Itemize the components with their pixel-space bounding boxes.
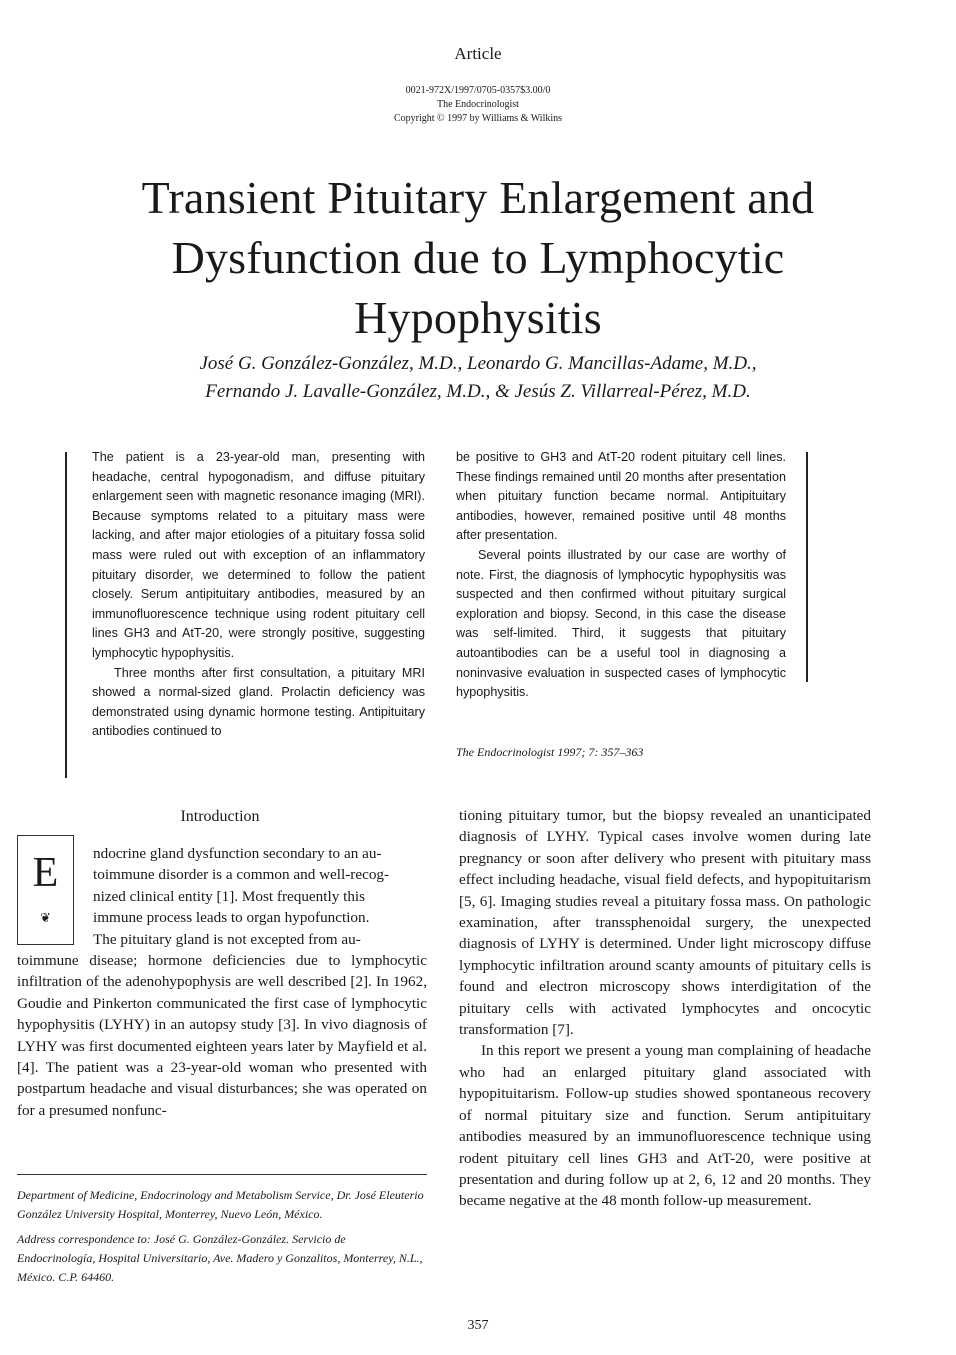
author-list [0, 350, 956, 406]
text-line: immune process leads to organ hypofunction. [93, 909, 370, 927]
dropcap-letter: E [32, 850, 59, 896]
author-line: Fernando J. Lavalle-González, M.D., & Jesús Z. Villarreal-Pérez, M.D. [205, 381, 751, 402]
abstract-right-column [456, 448, 786, 703]
title-line: Hypophysitis [354, 292, 602, 343]
journal-code: 0021-972X/1997/0705-0357$3.00/0 [405, 85, 551, 96]
correspondence-footnote: Address correspondence to: José G. González-González. Servicio de Endocrinología, Hospital Universitario, Ave. Madero y Gonzalitos, Monterrey, N.L., México. C.P. 64460. [17, 1232, 423, 1284]
abstract-paragraph: Three months after first consultation, a pituitary MRI showed a normal-sized gland. Prolactin deficiency was demonstrated using dynamic hormone testing. Antipituitary antibodies continued to [92, 665, 425, 739]
text-line: nized clinical entity [1]. Most frequently this [93, 887, 366, 905]
article-label: Article [454, 44, 502, 63]
page-number: 357 [467, 1318, 489, 1333]
author-line: José G. González-González, M.D., Leonardo G. Mancillas-Adame, M.D., [199, 353, 757, 374]
footnotes [17, 1186, 427, 1293]
journal-citation: The Endocrinologist 1997; 7: 357–363 [456, 745, 644, 759]
body-paragraph: In this report we present a young man complaining of headache who had an enlarged pituitary gland associated with hypopituitarism. Follow-up studies showed spontaneous recovery of normal pituitary size and function. Serum antipituitary antibodies measured by an immunofluorescence technique using rodent pituitary cell lines GH3 and AtT-20, were positive at presentation and during follow up at 2, 6, 12 and 20 months. They became negative at the 48 month follow-up measurement. [459, 1042, 871, 1210]
abstract-left-rule [65, 452, 67, 778]
abstract-left-column [92, 448, 425, 742]
intro-right-column [459, 805, 871, 1212]
abstract-paragraph: The patient is a 23-year-old man, presenting with headache, central hypogonadism, and diffuse pituitary enlargement seen with magnetic resonance imaging (MRI). Because symptoms related to a pituitary mass were lacking, and after major etiologies of a pituitary fossa solid mass were ruled out with exception of an inflammatory pituitary disorder, we determined to follow the patient closely. Serum antipituitary antibodies, measured by an immunofluorescence technique using rodent pituitary cell lines GH3 and AtT-20, were strongly positive, suggesting lymphocytic hypophysitis. [92, 450, 425, 660]
ornament-icon: ❦ [40, 910, 51, 925]
copyright-line: Copyright © 1997 by Williams & Wilkins [393, 113, 563, 124]
affiliation-footnote: Department of Medicine, Endocrinology and Metabolism Service, Dr. José Eleuterio González University Hospital, Monterrey, Nuevo León, México. [17, 1188, 424, 1221]
body-paragraph: toimmune disease; hormone deficiencies due to lymphocytic infiltration of the adenohypophysis are well described [2]. In 1962, Goudie and Pinkerton communicated the first case of lymphocytic hypophysitis (LYHY) in an autopsy study [3]. In vivo diagnosis of LYHY was first documented eighteen years later by Mayfield et al. [4]. The patient was a 23-year-old woman who presented with postpartum headache and visual disturbances; she was operated on for a presumed nonfunc- [17, 952, 427, 1119]
text-line: The pituitary gland is not excepted from au- [93, 930, 361, 948]
section-heading-introduction: Introduction [180, 808, 260, 825]
article-title [0, 168, 956, 348]
intro-left-body [17, 950, 427, 1121]
abstract-paragraph: be positive to GH3 and AtT-20 rodent pituitary cell lines. These findings remained until 20 months after presentation when pituitary function became normal. Antipituitary antibodies, however, remained positive until 48 months after presentation. [456, 450, 786, 543]
body-paragraph: tioning pituitary tumor, but the biopsy revealed an unanticipated diagnosis of LYHY. Typical cases involve women during late pregnancy or soon after delivery who present with pituitary mass effect including headache, visual field defects, and hypopituitarism [5, 6]. Imaging studies reveal a pituitary fossa mass. On pathologic examination, after transsphenoidal surgery, the unexpected diagnosis of LYHY is determined. Under light microscopy diffuse lymphocytic infiltration around scanty amounts of pituitary cells is found and electron microscopy shows interdigitation of the pituitary cells with activated lymphocytes and oncocytic transformation [7]. [459, 807, 871, 1039]
text-line: ndocrine gland dysfunction secondary to an au- [93, 845, 382, 862]
text-line: toimmune disorder is a common and well-recog- [93, 866, 390, 884]
abstract-paragraph: Several points illustrated by our case are worthy of note. First, the diagnosis of lymphocytic hypophysitis was suspected and then confirmed without pituitary surgical exploration and biopsy. Second, in this case the disease was self-limited. Third, it suggests that pituitary autoantibodies can be a useful tool in diagnosing a noninvasive evaluation in suspected cases of lymphocytic hypophysitis. [456, 547, 786, 700]
title-line: Transient Pituitary Enlargement and [141, 172, 815, 223]
intro-wrapped-lines [93, 843, 427, 950]
journal-name: The Endocrinologist [437, 99, 519, 110]
abstract-right-rule [806, 452, 808, 682]
title-line: Dysfunction due to Lymphocytic [171, 232, 785, 283]
footnote-rule [17, 1174, 427, 1175]
